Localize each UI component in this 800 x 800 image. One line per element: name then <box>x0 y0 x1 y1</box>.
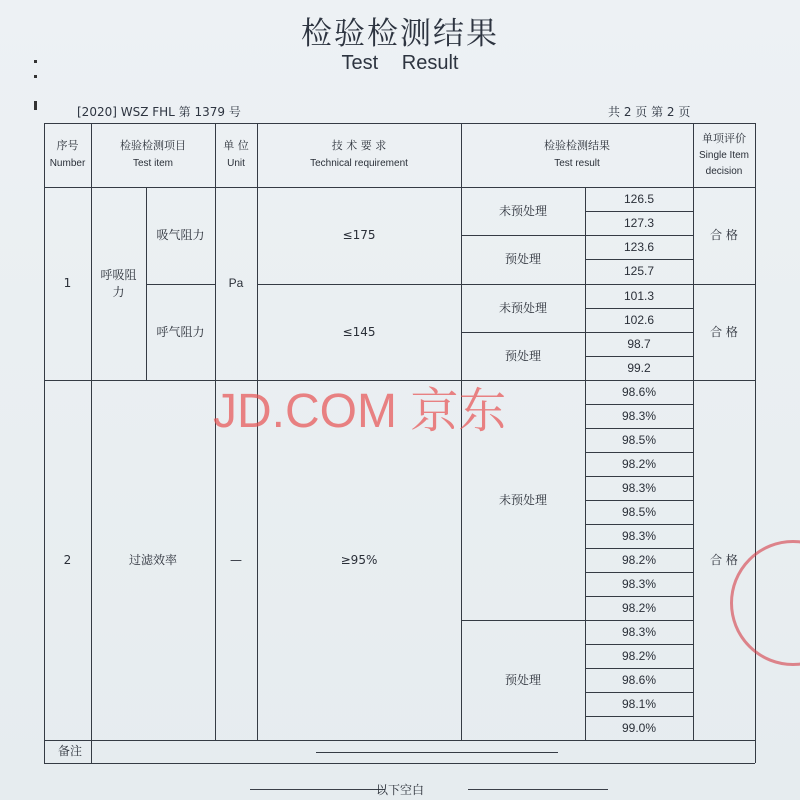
result-value: 99.2 <box>627 360 651 375</box>
table-line <box>44 740 755 741</box>
header-decision-cn: 单项评价 <box>702 131 746 145</box>
result-value: 98.6% <box>621 384 657 399</box>
row1-exhale-decision: 合 格 <box>710 324 738 339</box>
row2-requirement: ≥95% <box>340 552 378 567</box>
result-group-label: 未预处理 <box>498 492 547 507</box>
table-line <box>585 716 693 717</box>
row1-exhale-requirement: ≤145 <box>342 324 376 339</box>
result-value: 127.3 <box>623 215 655 230</box>
table-line <box>585 644 693 645</box>
footer-line-right <box>468 789 608 790</box>
title-cn: 检验检测结果 <box>301 16 499 52</box>
result-value: 98.2% <box>621 552 657 567</box>
table-line <box>585 524 693 525</box>
remarks-label: 备注 <box>58 744 83 759</box>
result-value: 98.6% <box>621 672 657 687</box>
table-line <box>146 187 147 380</box>
report-number: [2020] WSZ FHL 第 1379 号 <box>77 105 241 119</box>
table-line <box>585 211 693 212</box>
header-item-cn: 检验检测项目 <box>120 139 186 153</box>
table-line <box>585 259 693 260</box>
header-requirement-cn: 技 术 要 求 <box>331 139 387 153</box>
result-group-label: 预处理 <box>504 348 541 363</box>
result-value: 98.2% <box>621 648 657 663</box>
header-number <box>44 123 91 187</box>
table-line <box>146 284 215 285</box>
row1-item: 呼吸阻力 <box>100 268 137 299</box>
table-line <box>585 356 693 357</box>
result-value: 98.5% <box>621 504 657 519</box>
table-line <box>461 235 693 236</box>
result-value: 98.2% <box>621 600 657 615</box>
table-line <box>693 123 694 740</box>
result-group-label: 未预处理 <box>498 300 547 315</box>
result-value: 98.5% <box>621 432 657 447</box>
header-number-cn: 序号 <box>56 139 79 153</box>
row1-inhale-requirement: ≤175 <box>342 228 376 243</box>
result-value: 126.5 <box>623 191 655 206</box>
result-group-label: 预处理 <box>504 252 541 267</box>
result-table <box>44 123 755 763</box>
row1-number: 1 <box>63 276 72 291</box>
row2-item: 过滤效率 <box>128 552 177 567</box>
table-line <box>585 308 693 309</box>
result-value: 102.6 <box>623 312 655 327</box>
footer-blank-note: 以下空白 <box>375 783 424 797</box>
result-value: 98.7 <box>627 336 651 351</box>
result-value: 98.1% <box>621 696 657 711</box>
header-unit-en: Unit <box>227 158 245 170</box>
table-line <box>44 123 45 763</box>
watermark-jd: JD.COM 京东 <box>213 385 507 438</box>
result-value: 98.3% <box>621 528 657 543</box>
table-line <box>44 187 755 188</box>
result-value: 125.7 <box>623 264 655 279</box>
header-decision-en: Single Item <box>698 150 750 162</box>
table-line <box>585 476 693 477</box>
header-decision <box>693 123 755 187</box>
header-requirement-en: Technical requirement <box>310 158 408 170</box>
scan-mark <box>34 60 37 63</box>
header-result <box>461 123 693 187</box>
table-line <box>585 668 693 669</box>
scan-mark <box>34 101 37 110</box>
table-line <box>461 332 693 333</box>
row2-number: 2 <box>63 552 72 567</box>
row1-subitem-inhale: 吸气阻力 <box>156 228 205 243</box>
table-line <box>585 428 693 429</box>
table-line <box>585 187 586 740</box>
header-result-cn: 检验检测结果 <box>544 139 610 153</box>
page-info: 共 2 页 第 2 页 <box>608 105 691 119</box>
scan-mark <box>34 75 37 78</box>
result-value: 98.3% <box>621 480 657 495</box>
result-value: 98.2% <box>621 456 657 471</box>
remarks-blank-line <box>316 752 558 753</box>
table-line <box>91 123 92 763</box>
header-unit <box>215 123 257 187</box>
header-number-en: Number <box>49 158 86 170</box>
table-line <box>585 404 693 405</box>
table-line <box>257 284 755 285</box>
result-group-label: 未预处理 <box>498 203 547 218</box>
result-value: 98.3% <box>621 408 657 423</box>
result-value: 98.3% <box>621 576 657 591</box>
header-item <box>91 123 215 187</box>
table-line <box>44 763 755 764</box>
header-result-en: Test result <box>554 158 600 170</box>
row1-subitem-exhale: 呼气阻力 <box>156 324 205 339</box>
header-decision-en: decision <box>705 165 743 177</box>
table-line <box>755 123 756 763</box>
table-line <box>44 123 755 124</box>
table-line <box>585 500 693 501</box>
result-group-label: 预处理 <box>504 672 541 687</box>
row1-unit: Pa <box>228 276 244 291</box>
title-en: Test Result <box>341 52 459 74</box>
header-item-en: Test item <box>132 158 173 170</box>
header-unit-cn: 单 位 <box>223 139 249 153</box>
row2-unit: — <box>230 552 242 567</box>
header-requirement <box>257 123 461 187</box>
result-value: 101.3 <box>623 288 655 303</box>
result-value: 123.6 <box>623 239 655 254</box>
row2-decision: 合 格 <box>710 552 738 567</box>
table-line <box>461 620 693 621</box>
table-line <box>585 452 693 453</box>
table-line <box>585 572 693 573</box>
row1-inhale-decision: 合 格 <box>710 228 738 243</box>
result-value: 98.3% <box>621 624 657 639</box>
table-line <box>585 548 693 549</box>
table-line <box>585 692 693 693</box>
result-value: 99.0% <box>621 720 657 735</box>
table-line <box>585 596 693 597</box>
